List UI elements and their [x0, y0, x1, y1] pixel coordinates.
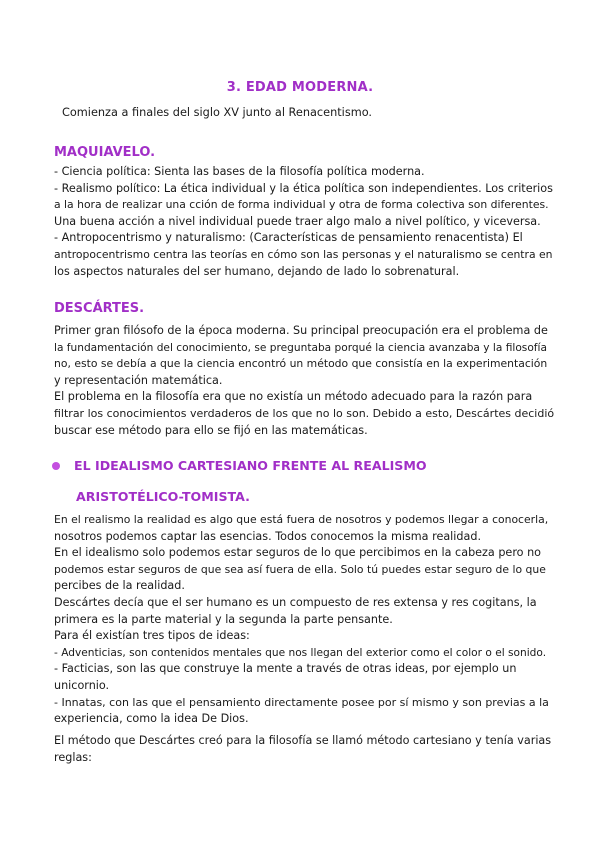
- text-line: Primer gran filósofo de la época moderna. Su principal preocupación era el problema de: [54, 324, 548, 337]
- text-line: antropocentrismo centra las teorías en cómo son las personas y el naturalismo se centra en: [54, 247, 553, 261]
- text-line: Descártes decía que el ser humano es un compuesto de res extensa y res cogitans, la: [54, 595, 537, 609]
- text-line: experiencia, como la idea De Dios.: [54, 712, 249, 726]
- text-line: buscar ese método para ello se fijó en las matemáticas.: [54, 423, 368, 437]
- text-line: nosotros podemos captar las esencias. Todos conocemos la misma realidad.: [54, 529, 482, 543]
- text-line: Para él existían tres tipos de ideas:: [54, 629, 250, 643]
- heading-idealismo: [52, 458, 427, 473]
- page-title: 3. EDAD MODERNA.: [226, 80, 374, 95]
- text-line: - Realismo político: La ética individual y la ética política son independientes. Los criterios: [54, 181, 553, 195]
- text-line: Una buena acción a nivel individual puede traer algo malo a nivel político, y viceversa.: [54, 214, 541, 228]
- heading-idealismo-line1: EL IDEALISMO CARTESIANO FRENTE AL REALISMO: [74, 458, 427, 473]
- heading-maquiavelo: MAQUIAVELO.: [54, 145, 156, 160]
- closing-paragraph: [54, 733, 554, 766]
- text-line: no, esto se debía a que la ciencia encontró un método que consistía en la experimentación: [54, 357, 548, 371]
- text-line: El método que Descártes creó para la filosofía se llamó método cartesiano y tenía varias: [54, 734, 552, 747]
- heading-idealismo-line2: ARISTOTÉLICO-TOMISTA.: [76, 489, 250, 504]
- text-line: reglas:: [54, 750, 92, 764]
- text-line: primera es la parte material y la segunda la parte pensante.: [54, 612, 393, 626]
- idealismo-paragraph: [54, 512, 554, 728]
- text-line: - Facticias, son las que construye la mente a través de otras ideas, por ejemplo un: [54, 662, 517, 676]
- text-line: El problema en la filosofía era que no existía un método adecuado para la razón para: [54, 390, 533, 404]
- text-line: podemos estar seguros de que sea así fuera de ella. Solo tú puedes estar seguro de lo que: [54, 562, 546, 576]
- text-line: a la hora de realizar una cción de forma individual y otra de forma colectiva son diferentes.: [54, 198, 549, 212]
- text-line: unicornio.: [54, 678, 110, 692]
- text-line: En el realismo la realidad es algo que está fuera de nosotros y podemos llegar a conocerla,: [54, 513, 549, 526]
- descartes-paragraph: [54, 323, 554, 439]
- maquiavelo-paragraph: [54, 164, 554, 280]
- heading-descartes: DESCÁRTES.: [54, 301, 145, 316]
- intro-text: Comienza a finales del siglo XV junto al Renacentismo.: [62, 106, 373, 119]
- text-line: - Antropocentrismo y naturalismo: (Características de pensamiento renacentista) El: [54, 231, 523, 245]
- text-line: En el idealismo solo podemos estar seguros de lo que percibimos en la cabeza pero no: [54, 546, 542, 560]
- text-line: - Innatas, con las que el pensamiento directamente posee por sí mismo y son previas a la: [54, 695, 549, 709]
- text-line: percibes de la realidad.: [54, 579, 185, 593]
- text-line: filtrar los conocimientos verdaderos de los que no lo son. Debido a esto, Descártes decidió: [54, 406, 555, 420]
- text-line: - Ciencia política: Sienta las bases de la filosofía política moderna.: [54, 165, 425, 178]
- bullet-icon: [52, 462, 60, 470]
- text-line: y representación matemática.: [54, 373, 223, 387]
- text-line: la fundamentación del conocimiento, se preguntaba porqué la ciencia avanzaba y la filosofía: [54, 341, 547, 354]
- text-line: - Adventicias, son contenidos mentales que nos llegan del exterior como el color o el sonido.: [54, 646, 547, 659]
- text-line: los aspectos naturales del ser humano, dejando de lado lo sobrenatural.: [54, 264, 460, 278]
